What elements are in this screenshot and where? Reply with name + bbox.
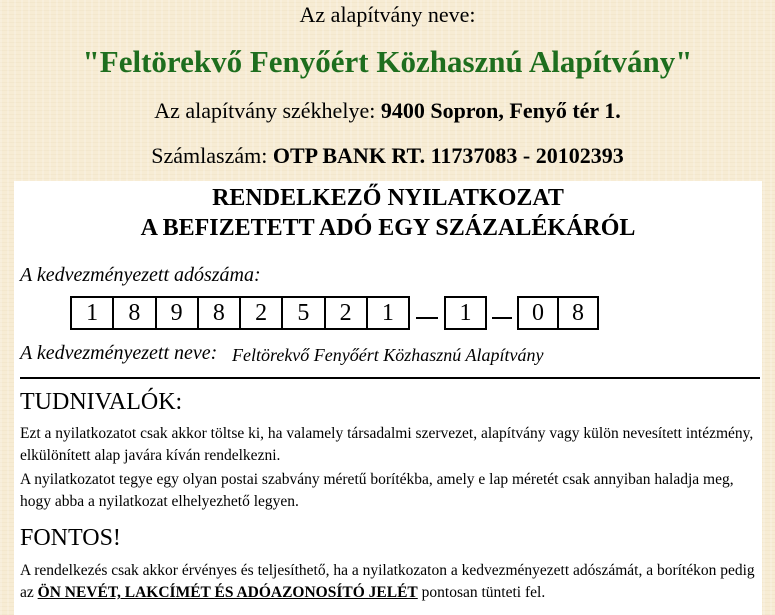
tax-separator xyxy=(492,317,512,319)
important-emphasis: ÖN NEVÉT, LAKCÍMÉT ÉS ADÓAZONOSÍTÓ JELÉT xyxy=(37,584,418,601)
bank-account xyxy=(0,143,775,169)
tax-digit: 8 xyxy=(197,298,239,328)
beneficiary-value: Feltörekvő Fenyőért Közhasznú Alapítvány xyxy=(232,345,544,365)
tax-digit: 8 xyxy=(112,298,154,328)
form-title-line2: A BEFIZETETT ADÓ EGY SZÁZALÉKÁRÓL xyxy=(140,215,636,241)
important-text: A rendelkezés csak akkor érvényes és teljesíthető, ha a nyilatkozaton a kedvezményezett adószámát, a borítékon pedig az xyxy=(20,562,755,601)
tax-number-end xyxy=(517,296,599,330)
info-paragraph: Ezt a nyilatkozatot csak akkor töltse ki, ha valamely társadalmi szervezet, alapítvány vagy külön nevesített intézmény, elkülönített alap javára kíván rendelkezni. xyxy=(20,425,754,464)
tax-separator xyxy=(416,317,438,319)
foundation-name: "Feltörekvő Fenyőért Közhasznú Alapítvány" xyxy=(82,44,693,79)
tax-number-main xyxy=(70,296,410,330)
tax-number-mid xyxy=(444,296,487,330)
tax-digit: 2 xyxy=(324,298,366,328)
divider xyxy=(20,377,760,379)
form-title-line1: RENDELKEZŐ NYILATKOZAT xyxy=(212,185,564,211)
tax-digit: 2 xyxy=(239,298,281,328)
tax-digit: 1 xyxy=(366,298,408,328)
tax-number-label: A kedvezményezett adószáma: xyxy=(20,264,261,286)
declaration-form xyxy=(14,181,762,615)
seat-value: 9400 Sopron, Fenyő tér 1. xyxy=(380,98,621,123)
tax-digit: 0 xyxy=(532,300,544,326)
tax-digit: 1 xyxy=(459,300,472,326)
important-heading: FONTOS! xyxy=(20,525,121,551)
important-text-end: pontosan tünteti fel. xyxy=(421,584,546,601)
beneficiary-label: A kedvezményezett neve: xyxy=(20,342,218,364)
foundation-name-label: Az alapítvány neve: xyxy=(299,2,476,27)
seat-label: Az alapítvány székhelye: xyxy=(154,98,376,123)
account-value: OTP BANK RT. 11737083 - 20102393 xyxy=(272,143,624,168)
foundation-seat xyxy=(0,98,775,124)
account-label: Számlaszám: xyxy=(151,143,268,168)
tax-digit: 1 xyxy=(86,300,99,326)
important-paragraph xyxy=(20,560,755,604)
info-paragraph: A nyilatkozatot tegye egy olyan postai szabvány méretű borítékba, amely e lap méretét csak annyiban haladja meg, hogy abba a nyilatkozat elhelyezhető legyen. xyxy=(20,471,734,510)
tax-digit: 5 xyxy=(281,298,323,328)
info-heading: TUDNIVALÓK: xyxy=(20,389,183,415)
tax-digit: 8 xyxy=(557,298,597,328)
tax-digit: 9 xyxy=(155,298,197,328)
